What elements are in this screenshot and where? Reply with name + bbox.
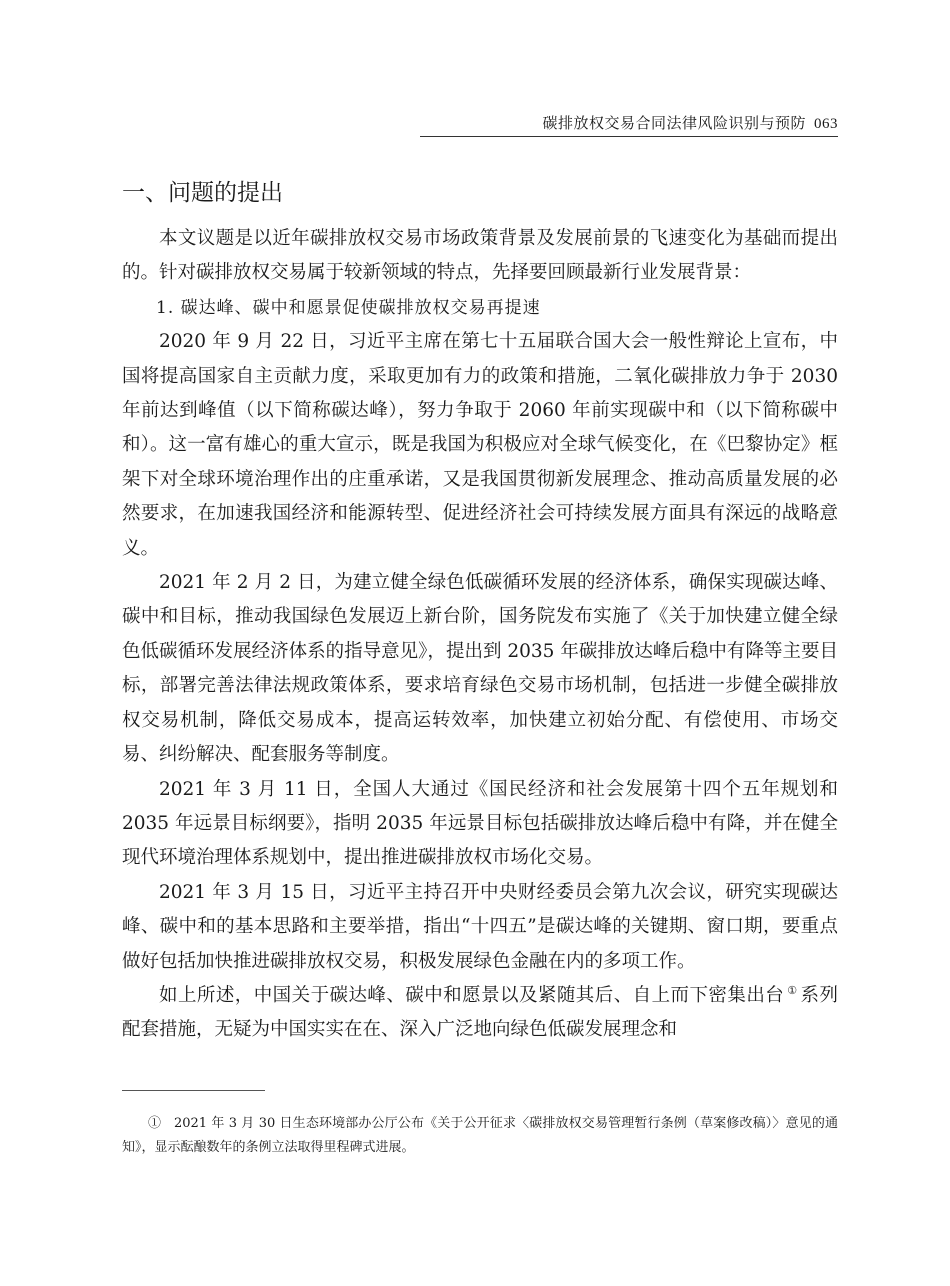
paragraph: 2021 年 2 月 2 日，为建立健全绿色低碳循环发展的经济体系，确保实现碳达峰、碳中和目标，推动我国绿色发展迈上新台阶，国务院发布实施了《关于加快建立健全绿色低碳循环发展经济体系的指导意见》，提出到 2035 年碳排放达峰后稳中有降等主要目标，部署完善法律法规政策体系，要求培育绿色交易市场机制，包括进一步健全碳排放权交易机制，降低交易成本，提高运转效率，加快建立初始分配、有偿使用、市场交易、纠纷解决、配套服务等制度。 <box>122 572 838 766</box>
paragraph: 2021 年 3 月 15 日，习近平主持召开中央财经委员会第九次会议，研究实现碳达峰、碳中和的基本思路和主要举措，指出“十四五”是碳达峰的关键期、窗口期，要重点做好包括加快推进碳排放权交易，积极发展绿色金融在内的多项工作。 <box>122 881 838 972</box>
running-header <box>420 112 838 137</box>
section-title: 一、问题的提出 <box>122 180 283 206</box>
body-text <box>122 222 838 1048</box>
paragraph-text-before-note: 如上所述，中国关于碳达峰、碳中和愿景以及紧随其后、自上而下密集出台 <box>159 984 785 1006</box>
paragraph: 2020 年 9 月 22 日，习近平主席在第七十五届联合国大会一般性辩论上宣布，中国将提高国家自主贡献力度，采取更加有力的政策和措施，二氧化碳排放力争于 2030 年前达到峰值（以下简称碳达峰），努力争取于 2060 年前实现碳中和（以下简称碳中和）。这一富有雄心的重大宣示，既是我国为积极应对全球气候变化，在《巴黎协定》框架下对全球环境治理作出的庄重承诺，又是我国贯彻新发展理念、推动高质量发展的必然要求，在加速我国经济和能源转型、促进经济社会可持续发展方面具有深远的战略意义。 <box>122 331 838 559</box>
footnote-text: 2021 年 3 月 30 日生态环境部办公厅公布《关于公开征求〈碳排放权交易管理暂行条例（草案修改稿）〉意见的通知》，显示酝酿数年的条例立法取得里程碑式进展。 <box>122 1116 838 1155</box>
footnote-divider <box>122 1090 265 1091</box>
running-title: 碳排放权交易合同法律风险识别与预防 <box>542 114 806 132</box>
subheading: 1. 碳达峰、碳中和愿景促使碳排放权交易再提速 <box>156 297 541 318</box>
page-number: 063 <box>814 116 838 132</box>
paragraph-text-after-note: 系列配套措施，无疑为中国实实在在、深入广泛地向绿色低碳发展理念和 <box>122 984 838 1041</box>
footnote-reference[interactable]: ① <box>787 983 798 997</box>
paragraph: 2021 年 3 月 11 日，全国人大通过《国民经济和社会发展第十四个五年规划和 2035 年远景目标纲要》，指明 2035 年远景目标包括碳排放达峰后稳中有降，并在健全现代环境治理体系规划中，提出推进碳排放权市场化交易。 <box>122 778 838 869</box>
footnote <box>122 1112 838 1160</box>
paragraph-intro: 本文议题是以近年碳排放权交易市场政策背景及发展前景的飞速变化为基础而提出的。针对碳排放权交易属于较新领域的特点，先择要回顾最新行业发展背景： <box>122 228 838 284</box>
paragraph-last <box>122 979 838 1048</box>
footnote-mark: ① <box>148 1116 162 1131</box>
